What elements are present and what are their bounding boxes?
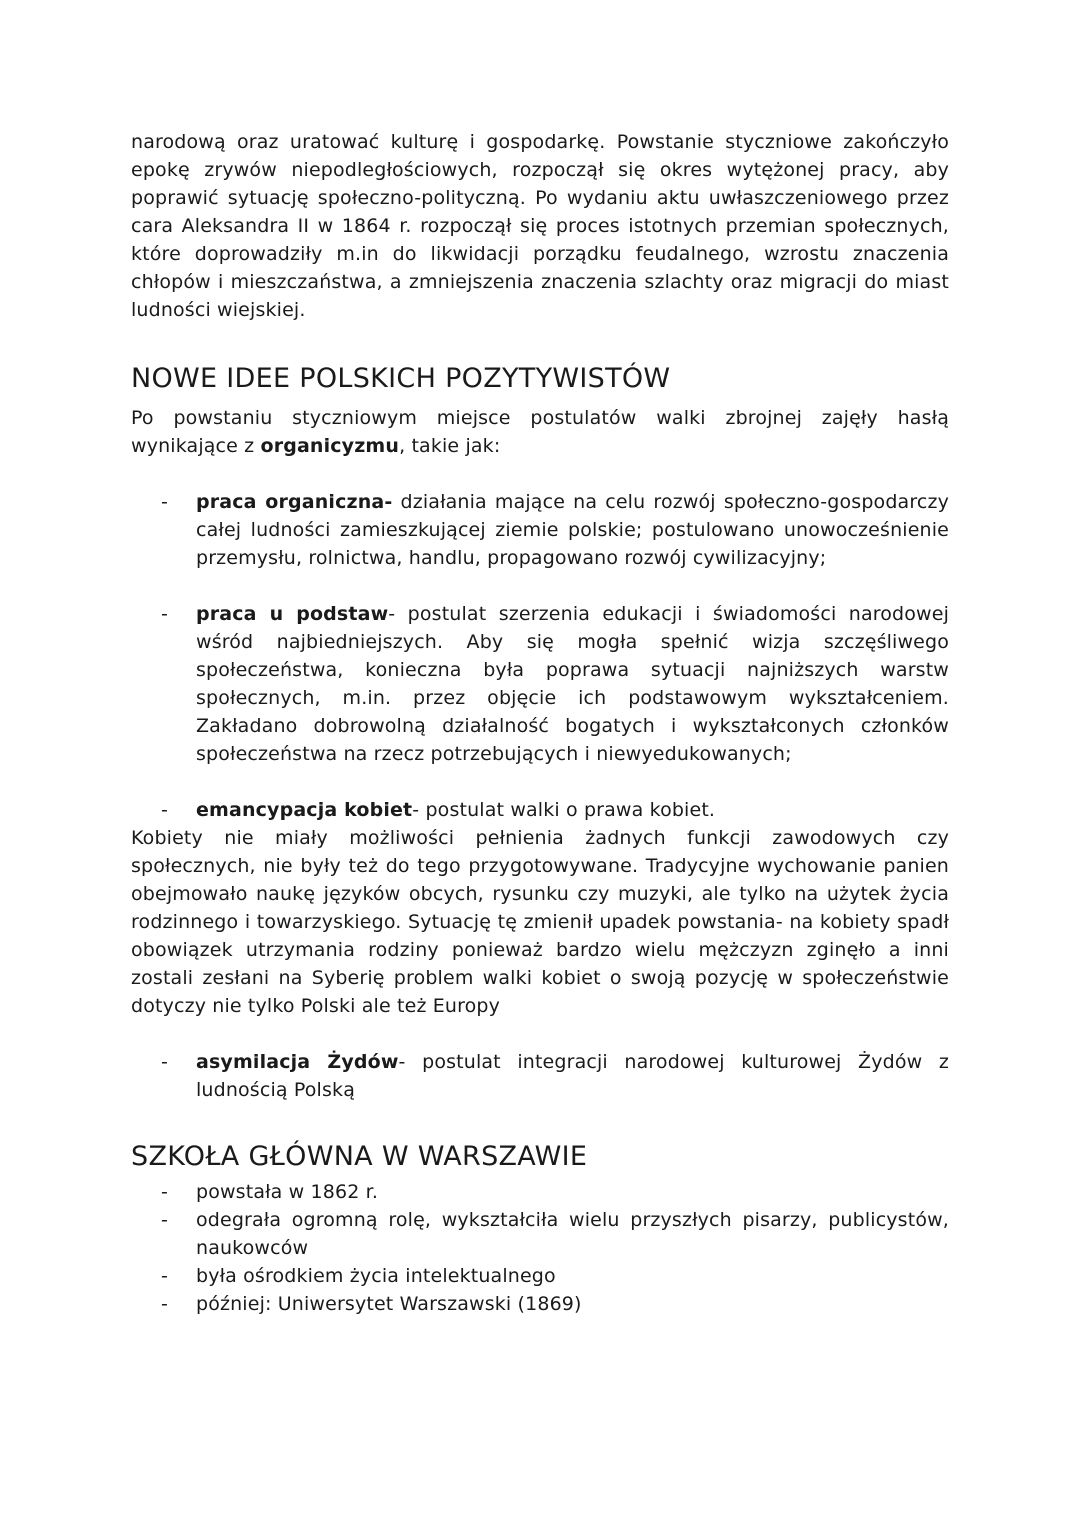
women-paragraph: Kobiety nie miały możliwości pełnienia żadnych funkcji zawodowych czy społecznych, nie były też do tego przygotowywane. Tradycyjne wychowanie panien obejmowało naukę języków obcych, rysunku czy muzyki, ale tylko na użytek życia rodzinnego i towarzyskiego. Sytuację tę zmienił upadek powstania- na kobiety spadł obowiązek utrzymania rodziny ponieważ bardzo wielu mężczyzn zginęło a inni zostali zesłani na Syberię problem walki kobiet o swoją pozycję w społeczeństwie dotyczy nie tylko Polski ale też Europy	[131, 827, 949, 1017]
intro-paragraph: narodową oraz uratować kulturę i gospodarkę. Powstanie styczniowe zakończyło epokę zrywów niepodległościowych, rozpoczął się okres wytężonej pracy, aby poprawić sytuację społeczno-polityczną. Po wydaniu aktu uwłaszczeniowego przez cara Aleksandra II w 1864 r. rozpoczął się proces istotnych przemian społecznych, które doprowadziły m.in do likwidacji porządku feudalnego, wzrostu znaczenia chłopów i mieszczaństwa, a zmniejszenia znaczenia szlachty oraz migracji do miast ludności wiejskiej.	[131, 131, 949, 321]
section-heading-positivist-ideas: NOWE IDEE POLSKICH POZYTYWISTÓW	[131, 363, 671, 394]
list-item-szkola-2	[131, 1206, 949, 1262]
list-item-szkola-1	[131, 1178, 949, 1206]
term-emancypacja-kobiet: emancypacja kobiet	[196, 799, 413, 821]
desc-asymilacja-zydow: - postulat integracji narodowej kulturowej Żydów z ludnością Polską	[196, 1051, 949, 1101]
postulates-list	[131, 488, 949, 572]
desc-praca-u-podstaw: - postulat szerzenia edukacji i świadomości narodowej wśród najbiedniejszych. Aby się mogła spełnić wizja szczęśliwego społeczeństwa, konieczna była poprawa sytuacji najniższych warstw społecznych, m.in. przez objęcie ich podstawowym wykształceniem. Zakładano dobrowolną działalność bogatych i wykształconych członków społeczeństwa na rzecz potrzebujących i niewyedukowanych;	[196, 603, 949, 765]
bullet-dash: -	[161, 1051, 169, 1073]
organicism-intro-after: , takie jak:	[399, 435, 501, 457]
list-item-emancypacja-kobiet	[131, 796, 949, 824]
postulates-list	[131, 796, 949, 824]
term-asymilacja-zydow: asymilacja Żydów	[196, 1051, 399, 1073]
postulates-list	[131, 600, 949, 768]
postulates-list	[131, 1048, 949, 1104]
list-item-szkola-4	[131, 1290, 949, 1318]
list-item-praca-u-podstaw	[131, 600, 949, 768]
desc-emancypacja-kobiet: - postulat walki o prawa kobiet.	[412, 799, 716, 821]
szkola-item-text: później: Uniwersytet Warszawski (1869)	[196, 1293, 582, 1315]
desc-praca-organiczna: działania mające na celu rozwój społeczno-gospodarczy całej ludności zamieszkującej ziemie polskie; postulowano unowocześnienie przemysłu, rolnictwa, handlu, propagowano rozwój cywilizacyjny;	[196, 491, 949, 569]
bullet-dash: -	[161, 1209, 169, 1231]
list-item-praca-organiczna	[131, 488, 949, 572]
szkola-item-text: powstała w 1862 r.	[196, 1181, 379, 1203]
term-praca-organiczna: praca organiczna-	[196, 491, 393, 513]
document-page	[131, 128, 949, 1318]
bullet-dash: -	[161, 1293, 169, 1315]
organicism-term: organicyzmu	[260, 435, 400, 457]
list-item-asymilacja-zydow	[131, 1048, 949, 1104]
szkola-item-text: odegrała ogromną rolę, wykształciła wielu przyszłych pisarzy, publicystów, naukowców	[196, 1209, 949, 1259]
bullet-dash: -	[161, 603, 169, 625]
szkola-glowna-list	[131, 1178, 949, 1318]
bullet-dash: -	[161, 491, 169, 513]
bullet-dash: -	[161, 799, 169, 821]
bullet-dash: -	[161, 1265, 169, 1287]
list-item-szkola-3	[131, 1262, 949, 1290]
szkola-item-text: była ośrodkiem życia intelektualnego	[196, 1265, 556, 1287]
bullet-dash: -	[161, 1181, 169, 1203]
organicism-intro-before: Po powstaniu styczniowym miejsce postulatów walki zbrojnej zajęły hasłą wynikające z	[131, 407, 949, 457]
section-heading-szkola-glowna: SZKOŁA GŁÓWNA W WARSZAWIE	[131, 1141, 588, 1172]
term-praca-u-podstaw: praca u podstaw	[196, 603, 389, 625]
organicism-intro	[131, 404, 949, 460]
